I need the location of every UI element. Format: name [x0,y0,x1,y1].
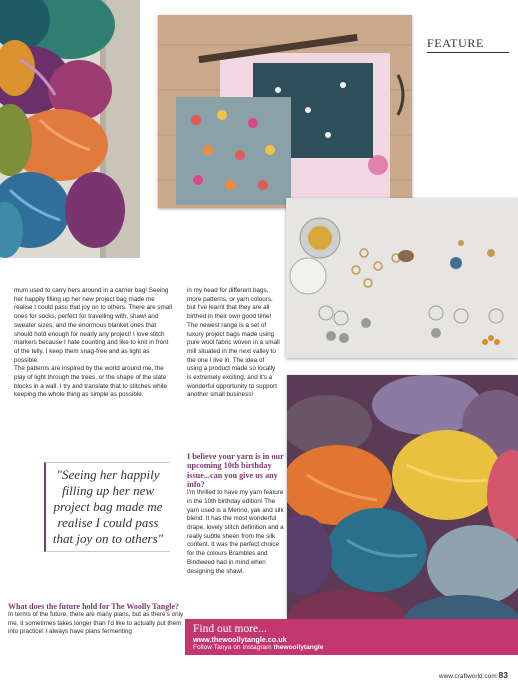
instagram-line [193,644,510,652]
birthday-section [187,452,285,576]
left-paragraph-2: The patterns are inspired by the world around me, the play of light through the trees, or the shape of the slate blocks in a wall. I try and translate that to stitches while keeping the whole thing as simple as possible. [14,365,167,399]
instagram-handle[interactable]: thewoollytangle [273,644,324,651]
future-heading: What does the future hold for The Woolly Tangle? [8,602,179,611]
page-footer [380,670,508,680]
find-out-title: Find out more... [193,623,267,635]
middle-paragraph: in my head for different bags, more patterns, or yarn colours, but I've learnt that they are all birthed in their own good time! The newest range is a set of luxury project bags made using pure wool fabric woven in a small mill situated in the next valley to the one I live in. The idea of using a product made so locally is extremely exciting, and it's a wonderful opportunity to support another small business! [187,287,280,399]
pull-quote [44,462,170,552]
middle-column [187,287,281,400]
yarn-skeins-photo [287,375,518,643]
yarn-photo-top-left [0,0,140,258]
stitch-markers-photo [286,198,518,358]
left-column [14,287,174,400]
find-out-more-box [185,619,518,655]
birthday-heading: I believe your yarn is in our upcoming 10th birthday issue...can you give us any info? [187,452,284,489]
section-label: FEATURE [427,34,509,53]
footer-site[interactable]: www.craftworld.com [438,673,497,680]
future-body: In terms of the future, there are many plans, but as there's only me, it sometimes takes longer than I'd like to actually put them into practice! I always have plans fermenting [8,611,184,636]
find-out-url[interactable]: www.thewoollytangle.co.uk [193,635,287,644]
pull-quote-text: "Seeing her happily filling up her new project bag made me realise I could pass that joy on to others" [52,467,164,546]
birthday-body: I'm thrilled to have my yarn feature in the 10th birthday edition! The yarn used is a Merino, yak and silk blend. It has the most wonderful drape, lovely stitch definition and a really subtle sheen from the silk content. It was the perfect choice for the colours Brambles and Bindweed had in mind when designing the shawl. [187,489,284,575]
future-section [8,602,184,637]
left-paragraph-1: mum used to carry hers around in a carrier bag! Seeing her happily filling up her new project bag made me realise I could pass that joy on to others. There are small ones for socks, perfect for travelling with, shawl and sweater sizes, and the enormous blanket ones that should hold enough for nearly any project! I love stitch markers because I hate counting and like to knit in front of the telly. I keep them snag-free and as light as possible. [14,287,173,364]
project-bags-photo [158,15,412,208]
page-number: 83 [498,670,508,680]
instagram-text: Follow Tanya on Instagram [193,644,272,651]
